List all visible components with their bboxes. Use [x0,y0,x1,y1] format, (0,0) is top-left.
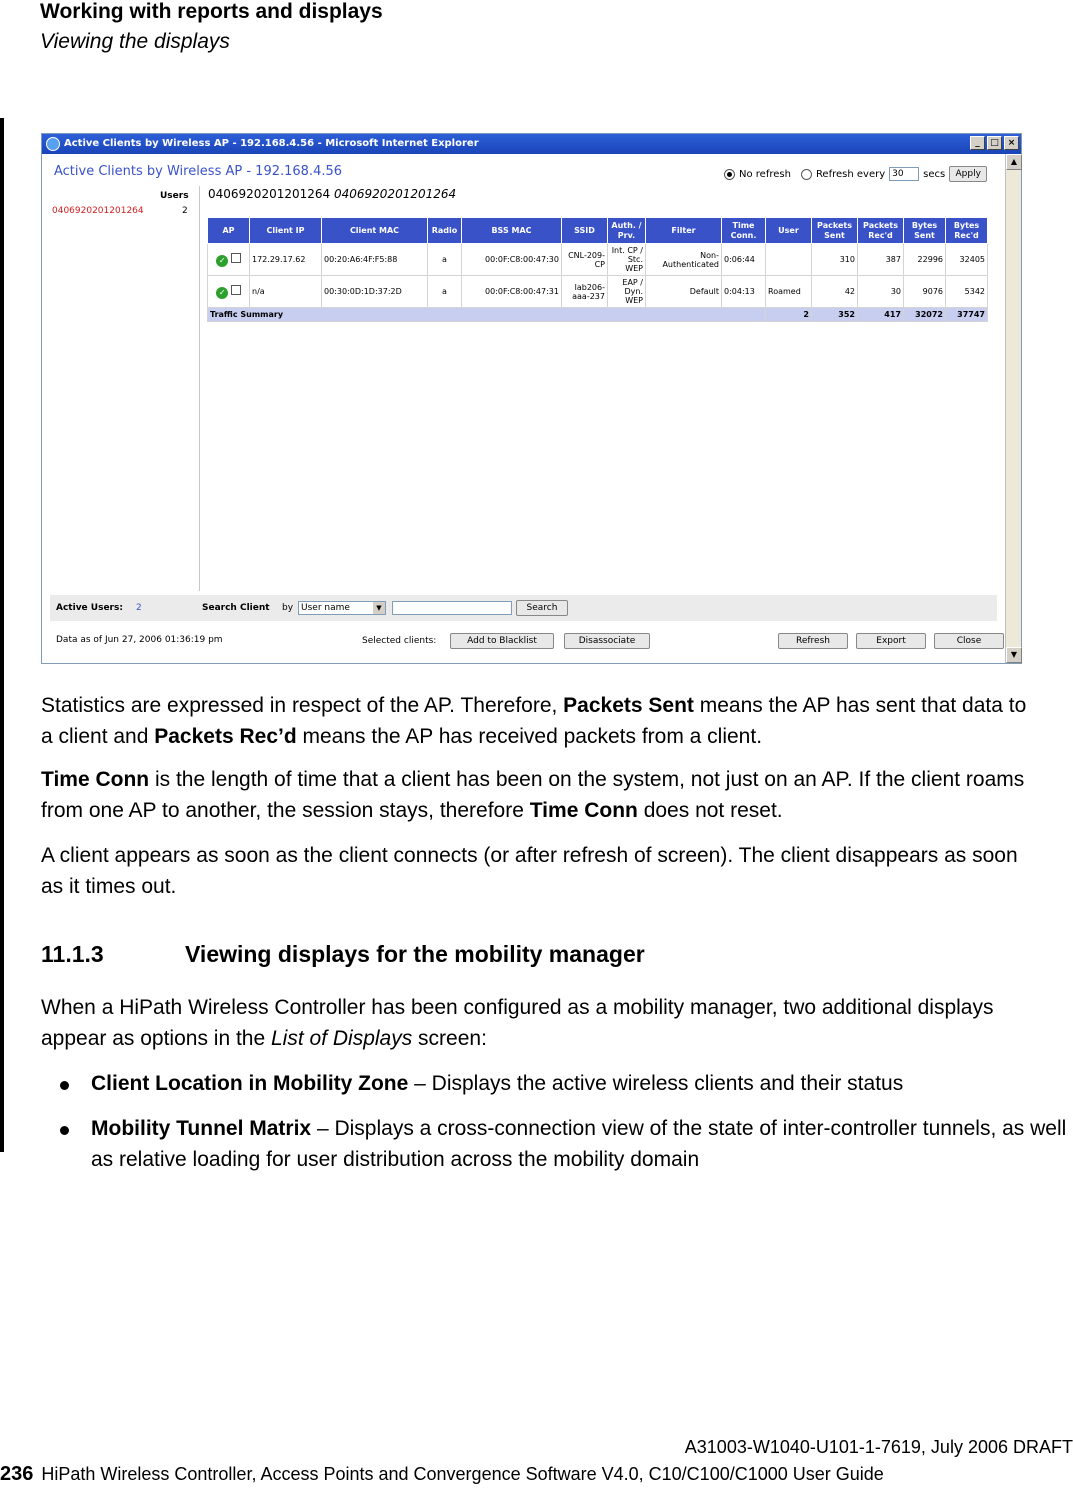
refresh-controls [724,166,987,182]
column-header[interactable]: AP [208,218,250,244]
column-header[interactable]: Packets Sent [812,218,858,244]
term-packets-sent: Packets Sent [563,694,694,717]
column-header[interactable]: Client MAC [322,218,428,244]
apply-button[interactable]: Apply [949,166,987,182]
radio: a [428,244,462,276]
packets-sent: 310 [812,244,858,276]
clients-table [207,217,988,322]
header-title: Working with reports and displays [40,0,383,23]
term-time-conn: Time Conn [41,768,150,791]
text: means the AP has sent that data to a client and [41,694,1027,748]
check-icon: ✓ [216,255,228,267]
scroll-up-icon[interactable]: ▲ [1006,154,1022,170]
bullet-term: Client Location in Mobility Zone [91,1072,409,1095]
check-icon: ✓ [216,287,228,299]
auth-privacy: EAP / Dyn. WEP [608,276,646,308]
section-title: Viewing displays for the mobility manager [185,941,645,967]
bytes-sent: 22996 [904,244,946,276]
table-row [208,276,988,308]
bullet-icon [60,1081,69,1090]
users-heading: Users [160,191,189,201]
ssid: lab206-aaa-237 [562,276,608,308]
search-input[interactable] [392,601,512,615]
user: Roamed [766,276,812,308]
bullet-icon [60,1126,69,1135]
paragraph-statistics [41,690,1041,752]
filter: Default [646,276,722,308]
client-mac: 00:20:A6:4F:F5:88 [322,244,428,276]
column-header[interactable]: Time Conn. [722,218,766,244]
user-link[interactable]: 0406920201201264 [52,206,144,216]
secs-label: secs [923,168,946,180]
client-heading-italic: 0406920201201264 [333,187,457,201]
user [766,244,812,276]
refresh-interval-input[interactable]: 30 [889,167,919,181]
refresh-every-radio[interactable] [801,169,812,180]
ssid: CNL-209-CP [562,244,608,276]
column-header[interactable]: User [766,218,812,244]
maximize-icon[interactable]: □ [987,136,1002,150]
data-as-of: Data as of Jun 27, 2006 01:36:19 pm [56,635,223,645]
product-name: HiPath Wireless Controller, Access Points and Convergence Software V4.0, C10/C100/C1000 User Guide [41,1464,884,1484]
close-icon[interactable]: × [1004,136,1019,150]
search-client-label: Search Client [202,603,270,613]
summary-packets-sent: 352 [812,308,858,322]
window-title: Active Clients by Wireless AP - 192.168.4.56 - Microsoft Internet Explorer [64,138,479,149]
text: When a HiPath Wireless Controller has been configured as a mobility manager, two additional displays appear as options in the [41,996,994,1050]
term-packets-recd: Packets Rec’d [154,725,297,748]
active-users-label: Active Users: [56,603,123,613]
paragraph-time-conn [41,764,1041,826]
section-heading [41,941,645,968]
column-header[interactable]: Client IP [250,218,322,244]
user-count: 2 [182,206,188,216]
text: means the AP has received packets from a client. [296,725,763,748]
summary-packets-recd: 417 [858,308,904,322]
client-ip: 172.29.17.62 [250,244,322,276]
bss-mac: 00:0F:C8:00:47:30 [462,244,562,276]
column-header[interactable]: Bytes Sent [904,218,946,244]
bytes-sent: 9076 [904,276,946,308]
bullet-text: – Displays the active wireless clients and their status [408,1072,904,1095]
bullet-term: Mobility Tunnel Matrix [91,1117,312,1140]
section-number: 11.1.3 [41,941,104,967]
summary-user-count: 2 [766,308,812,322]
packets-sent: 42 [812,276,858,308]
client-heading [208,187,456,201]
no-refresh-radio[interactable] [724,169,735,180]
add-to-blacklist-button[interactable]: Add to Blacklist [450,633,554,649]
bytes-recd: 32405 [946,244,988,276]
browser-icon [46,137,60,151]
summary-bytes-sent: 32072 [904,308,946,322]
search-by-label: by [282,603,294,613]
search-bar [50,595,997,621]
minimize-icon[interactable]: _ [970,136,985,150]
export-button[interactable]: Export [856,633,926,649]
text: Statistics are expressed in respect of the AP. Therefore, [41,694,564,717]
filter: Non-Authenticated [646,244,722,276]
paragraph-mobility-manager [41,992,1041,1054]
users-panel [50,186,200,591]
time-connected: 0:04:13 [722,276,766,308]
disassociate-button[interactable]: Disassociate [564,633,650,649]
text: screen: [412,1027,487,1050]
search-by-value: User name [301,603,350,613]
page-number: 236 [0,1463,34,1485]
client-ip: n/a [250,276,322,308]
doc-id: A31003-W1040-U101-1-7619, July 2006 DRAFT [684,1437,1073,1457]
packets-recd: 387 [858,244,904,276]
bss-mac: 00:0F:C8:00:47:31 [462,276,562,308]
bullet-text: – Displays a cross-connection view of the state of inter-controller tunnels, as well as relative loading for user distribution across the mobility domain [91,1117,1067,1171]
paragraph-client-appears: A client appears as soon as the client connects (or after refresh of screen). The client disappears as soon as it times out. [41,844,1018,898]
table-row [208,244,988,276]
window-titlebar [42,134,1021,154]
search-button[interactable]: Search [516,600,568,616]
auth-privacy: Int. CP / Stc. WEP [608,244,646,276]
text: does not reset. [637,799,783,822]
time-connected: 0:06:44 [722,244,766,276]
summary-label: Traffic Summary [208,308,766,322]
term-list-of-displays: List of Displays [271,1027,413,1050]
client-mac: 00:30:0D:1D:37:2D [322,276,428,308]
page-title: Active Clients by Wireless AP - 192.168.4.56 [54,164,343,179]
bytes-recd: 5342 [946,276,988,308]
change-bar [0,118,4,1152]
row-checkbox[interactable] [231,285,241,295]
summary-bytes-recd: 37747 [946,308,988,322]
packets-recd: 30 [858,276,904,308]
page-footer [0,1463,884,1486]
summary-row [208,308,988,322]
term-time-conn: Time Conn [529,799,638,822]
selected-clients-label: Selected clients: [362,636,437,646]
refresh-button[interactable]: Refresh [778,633,848,649]
column-header[interactable]: Filter [646,218,722,244]
column-header[interactable]: Bytes Rec'd [946,218,988,244]
column-header[interactable]: BSS MAC [462,218,562,244]
column-header[interactable]: Radio [428,218,462,244]
header-subtitle: Viewing the displays [40,30,230,53]
column-header[interactable]: SSID [562,218,608,244]
column-header[interactable]: Auth. / Prv. [608,218,646,244]
scroll-down-icon[interactable]: ▼ [1006,647,1022,663]
chevron-down-icon[interactable]: ▼ [373,602,385,614]
row-checkbox[interactable] [231,253,241,263]
action-bar [50,627,997,653]
browser-window [41,133,1022,664]
vertical-scrollbar[interactable] [1005,154,1021,663]
no-refresh-label: No refresh [739,168,791,180]
search-by-select[interactable] [298,601,386,615]
client-heading-bold: 0406920201201264 [208,187,331,201]
active-users-count: 2 [136,603,142,613]
close-button[interactable]: Close [934,633,1004,649]
radio: a [428,276,462,308]
text: is the length of time that a client has been on the system, not just on an AP. If the client roams from one AP to another, the session stays, therefore [41,768,1025,822]
column-header[interactable]: Packets Rec'd [858,218,904,244]
refresh-every-label: Refresh every [815,168,886,180]
